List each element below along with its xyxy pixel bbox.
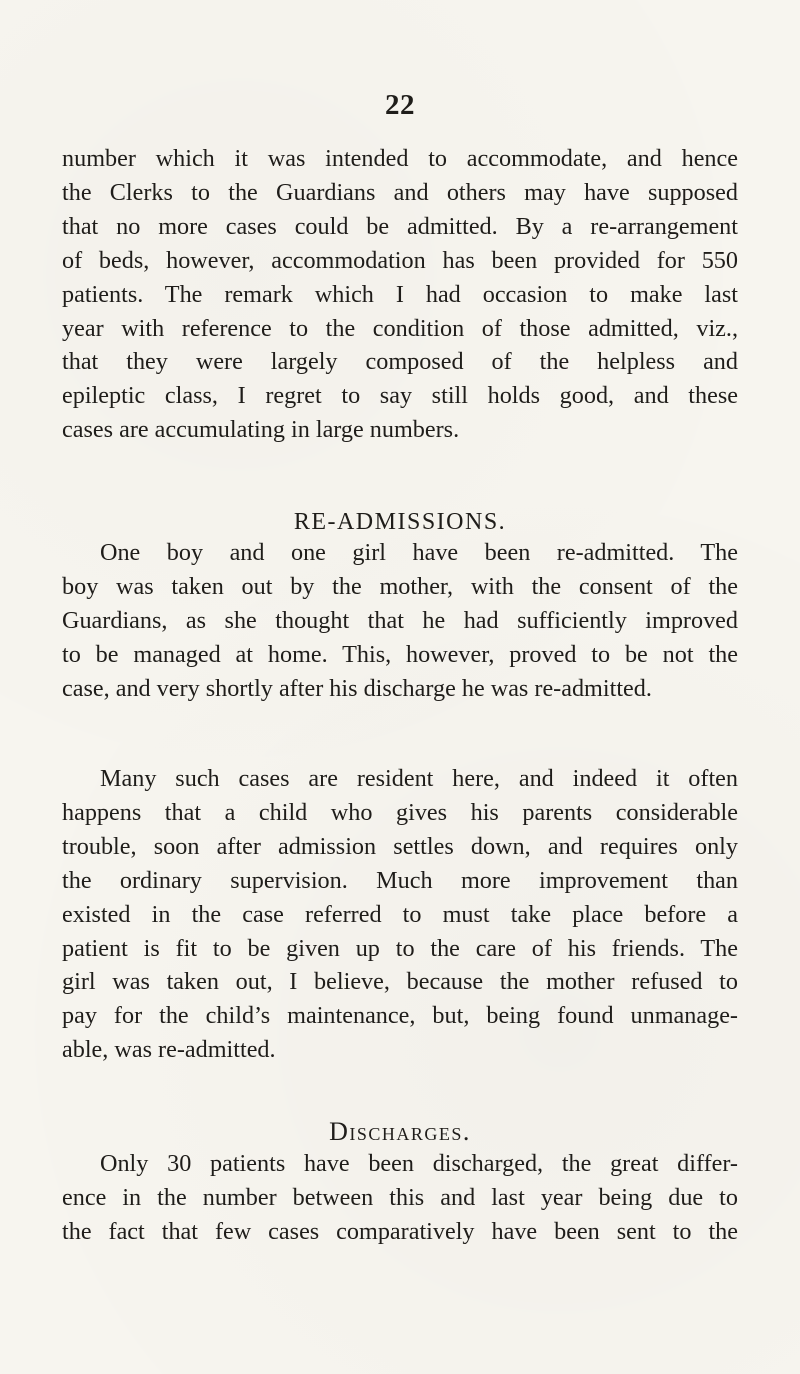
text-line: epileptic class, I regret to say still holds good, and these — [62, 382, 738, 410]
text-line: able, was re-admitted. — [62, 1036, 276, 1064]
text-line: Only 30 patients have been discharged, the great differ- — [100, 1150, 738, 1177]
text-line: Guardians, as she thought that he had sufficiently improved — [62, 606, 738, 634]
paragraph-capacity — [62, 142, 738, 447]
text-line: to be managed at home. This, however, proved to be not the — [62, 640, 738, 668]
text-line: of beds, however, accommodation has been provided for 550 — [62, 246, 738, 274]
paragraph-readmitted — [62, 536, 738, 706]
text-line: cases are accumulating in large numbers. — [62, 416, 460, 444]
text-line: existed in the case referred to must take place before a — [62, 900, 738, 928]
text-line: that they were largely composed of the helpless and — [62, 348, 738, 376]
text-line: the ordinary supervision. Much more improvement than — [62, 866, 738, 894]
section-heading-discharges: Discharges. — [329, 1117, 471, 1146]
text-line: ence in the number between this and last year being due to — [62, 1183, 738, 1211]
section-heading-readmissions: RE-ADMISSIONS. — [293, 509, 507, 535]
text-line: boy was taken out by the mother, with the consent of the — [62, 572, 738, 600]
paragraph-discharges — [62, 1147, 738, 1249]
text-line: the fact that few cases comparatively have been sent to the — [62, 1217, 738, 1245]
text-line: case, and very shortly after his discharge he was re-admitted. — [62, 674, 652, 702]
page-number: 22 — [385, 89, 415, 121]
text-line: year with reference to the condition of those admitted, viz., — [62, 314, 738, 342]
text-line: trouble, soon after admission settles down, and requires only — [62, 832, 738, 860]
paragraph-resident-cases — [62, 762, 738, 1067]
text-line: patients. The remark which I had occasion to make last — [62, 280, 738, 308]
text-line: number which it was intended to accommodate, and hence — [62, 145, 738, 172]
text-line: Many such cases are resident here, and indeed it often — [100, 765, 738, 792]
text-line: pay for the child’s maintenance, but, being found unmanage- — [62, 1002, 738, 1030]
text-line: that no more cases could be admitted. By a re-arrangement — [62, 212, 738, 240]
text-line: happens that a child who gives his parents considerable — [62, 798, 738, 826]
text-line: One boy and one girl have been re-admitted. The — [100, 539, 738, 566]
text-line: patient is fit to be given up to the care of his friends. The — [62, 934, 738, 962]
text-line: girl was taken out, I believe, because the mother refused to — [62, 968, 738, 996]
text-line: the Clerks to the Guardians and others may have supposed — [62, 178, 738, 206]
